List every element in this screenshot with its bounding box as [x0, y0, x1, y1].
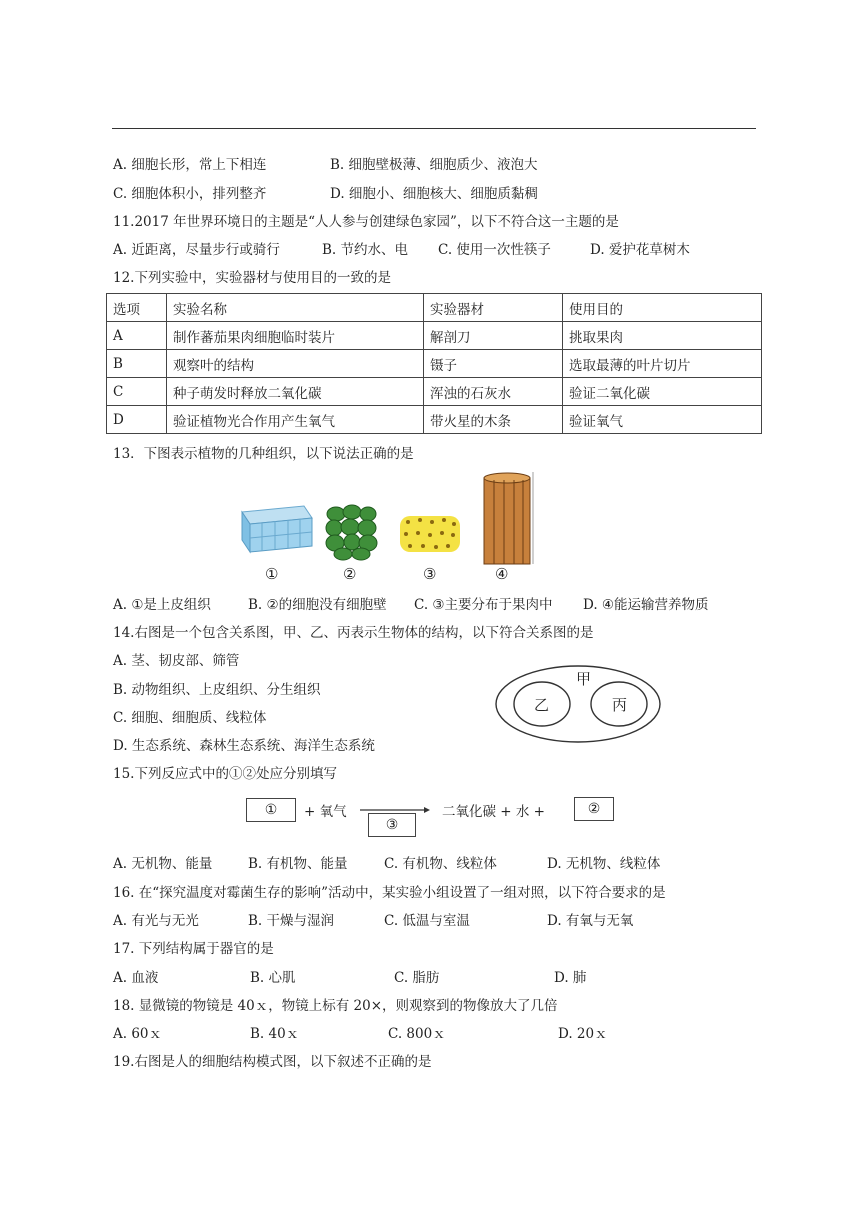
diagram-label-yi: 乙 — [534, 696, 550, 714]
table-cell: 选取最薄的叶片切片 — [563, 350, 762, 378]
table-cell: 制作蕃茄果肉细胞临时装片 — [167, 322, 424, 350]
table-cell: 镊子 — [424, 350, 563, 378]
q19-stem: 19.右图是人的细胞结构模式图，以下叙述不正确的是 — [113, 1054, 432, 1070]
q11-option-d: D. 爱护花草树木 — [590, 242, 690, 258]
table-cell: 验证二氧化碳 — [563, 378, 762, 406]
q18-option-b: B. 40ｘ — [250, 1026, 300, 1042]
tissue-label-2: ② — [343, 565, 357, 583]
q15-option-a: A. 无机物、能量 — [113, 856, 213, 872]
tissue-2-image — [326, 505, 377, 560]
q17-option-a: A. 血液 — [113, 970, 159, 986]
q18-option-c: C. 800ｘ — [388, 1026, 446, 1042]
tissue-label-1: ① — [265, 565, 279, 583]
plant-tissues-figure — [238, 470, 538, 568]
table-row — [107, 350, 762, 378]
table-cell: C — [107, 378, 167, 406]
q10-option-d: D. 细胞小、细胞核大、细胞质黏稠 — [330, 186, 538, 202]
q13-option-a: A. ①是上皮组织 — [113, 597, 211, 613]
equation-box-1: ① — [246, 798, 296, 822]
table-header-cell: 使用目的 — [563, 294, 762, 322]
table-row — [107, 322, 762, 350]
tissue-1-image — [242, 506, 312, 552]
tissue-label-3: ③ — [423, 565, 437, 583]
tissue-3-image — [400, 516, 460, 552]
q18-option-a: A. 60ｘ — [113, 1026, 163, 1042]
q18-option-d: D. 20ｘ — [558, 1026, 608, 1042]
q15-option-c: C. 有机物、线粒体 — [384, 856, 497, 872]
q11-option-c: C. 使用一次性筷子 — [438, 242, 551, 258]
equation-products: 二氧化碳 + 水 + — [442, 804, 545, 820]
q16-option-b: B. 干燥与湿润 — [248, 913, 335, 929]
table-header-row — [107, 294, 762, 322]
q10-option-a: A. 细胞长形，常上下相连 — [113, 157, 267, 173]
q14-stem: 14.右图是一个包含关系图，甲、乙、丙表示生物体的结构，以下符合关系图的是 — [113, 625, 594, 641]
q16-option-d: D. 有氧与无氧 — [547, 913, 634, 929]
table-cell: 解剖刀 — [424, 322, 563, 350]
q17-option-d: D. 肺 — [554, 970, 587, 986]
q15-option-d: D. 无机物、线粒体 — [547, 856, 661, 872]
q13-stem: 13．下图表示植物的几种组织，以下说法正确的是 — [113, 446, 414, 462]
table-cell: D — [107, 406, 167, 434]
q17-option-b: B. 心肌 — [250, 970, 296, 986]
q15-option-b: B. 有机物、能量 — [248, 856, 348, 872]
table-row — [107, 378, 762, 406]
table-cell: 种子萌发时释放二氧化碳 — [167, 378, 424, 406]
table-cell: 观察叶的结构 — [167, 350, 424, 378]
q15-stem: 15.下列反应式中的①②处应分别填写 — [113, 766, 337, 782]
table-cell: B — [107, 350, 167, 378]
q14-option-b: B. 动物组织、上皮组织、分生组织 — [113, 682, 321, 698]
table-cell: 带火星的木条 — [424, 406, 563, 434]
table-header-cell: 实验名称 — [167, 294, 424, 322]
q16-option-c: C. 低温与室温 — [384, 913, 470, 929]
equation-oxygen: + 氧气 — [304, 804, 347, 820]
table-cell: 浑浊的石灰水 — [424, 378, 563, 406]
tissue-label-4: ④ — [495, 565, 509, 583]
q11-stem: 11.2017 年世界环境日的主题是“人人参与创建绿色家园”，以下不符合这一主题的是 — [113, 214, 619, 230]
q14-option-d: D. 生态系统、森林生态系统、海洋生态系统 — [113, 738, 375, 754]
q10-option-c: C. 细胞体积小，排列整齐 — [113, 186, 267, 202]
equation-box-3: ③ — [368, 813, 416, 837]
table-row — [107, 406, 762, 434]
table-cell: A — [107, 322, 167, 350]
table-cell: 验证氧气 — [563, 406, 762, 434]
table-header-cell: 实验器材 — [424, 294, 563, 322]
q14-option-a: A. 茎、韧皮部、筛管 — [113, 653, 240, 669]
q12-stem: 12.下列实验中，实验器材与使用目的一致的是 — [113, 270, 391, 286]
q10-option-b: B. 细胞壁极薄、细胞质少、液泡大 — [330, 157, 538, 173]
q11-option-b: B. 节约水、电 — [322, 242, 409, 258]
q18-stem: 18. 显微镜的物镜是 40ｘ，物镜上标有 20×，则观察到的物像放大了几倍 — [113, 998, 558, 1014]
q12-table — [106, 293, 762, 434]
diagram-label-jia: 甲 — [576, 670, 592, 688]
q17-option-c: C. 脂肪 — [394, 970, 440, 986]
table-header-cell: 选项 — [107, 294, 167, 322]
table-cell: 挑取果肉 — [563, 322, 762, 350]
q16-stem: 16. 在“探究温度对霉菌生存的影响”活动中，某实验小组设置了一组对照，以下符合要求的是 — [113, 885, 666, 901]
header-rule — [112, 128, 756, 129]
q13-option-b: B. ②的细胞没有细胞壁 — [248, 597, 387, 613]
diagram-label-bing: 丙 — [612, 696, 628, 714]
q16-option-a: A. 有光与无光 — [113, 913, 199, 929]
table-cell: 验证植物光合作用产生氧气 — [167, 406, 424, 434]
q17-stem: 17. 下列结构属于器官的是 — [113, 941, 274, 957]
equation-box-2: ② — [574, 797, 614, 821]
q13-option-d: D. ④能运输营养物质 — [583, 597, 709, 613]
q14-option-c: C. 细胞、细胞质、线粒体 — [113, 710, 267, 726]
tissue-4-image — [484, 472, 533, 564]
q13-option-c: C. ③主要分布于果肉中 — [414, 597, 553, 613]
q11-option-a: A. 近距离，尽量步行或骑行 — [113, 242, 280, 258]
